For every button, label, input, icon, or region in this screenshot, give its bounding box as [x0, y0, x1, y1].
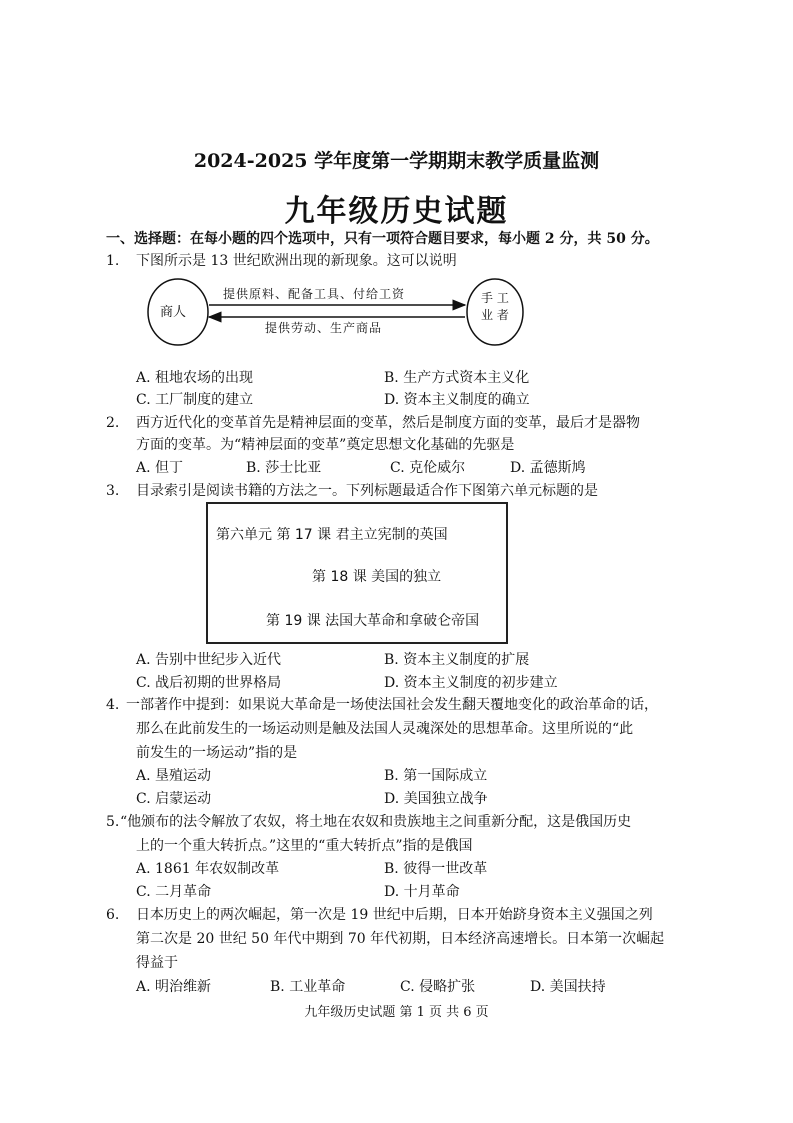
table-of-contents-box	[206, 502, 508, 644]
merchant-label: 商人	[160, 305, 187, 320]
arrow-right-label: 提供原料、配备工具、付给工资	[223, 287, 406, 301]
question-number: 4.	[106, 697, 120, 713]
question-stem-line-1: “他颁布的法令解放了农奴，将土地在农奴和贵族地主之间重新分配，这是俄国历史	[120, 814, 632, 830]
question-stem-line-1: 日本历史上的两次崛起，第一次是 19 世纪中后期，日本开始跻身资本主义强国之列	[136, 907, 653, 923]
page-footer: 九年级历史试题 第 1 页 共 6 页	[304, 1005, 489, 1020]
option-a: A. 明治维新	[136, 979, 212, 995]
question-number: 3.	[106, 483, 120, 499]
question-stem-line-1: 西方近代化的变革首先是精神层面的变革，然后是制度方面的变革，最后才是器物	[136, 415, 640, 431]
option-b: B. 工业革命	[270, 979, 346, 995]
option-c: C. 战后初期的世界格局	[136, 675, 282, 691]
option-c: C. 克伦威尔	[390, 460, 466, 476]
option-a: A. 告别中世纪步入近代	[136, 652, 282, 668]
question-stem: 下图所示是 13 世纪欧洲出现的新现象。这可以说明	[136, 253, 457, 269]
subject-title: 九年级历史试题	[284, 194, 509, 229]
option-b: B. 第一国际成立	[384, 768, 488, 784]
question-stem: 目录索引是阅读书籍的方法之一。下列标题最适合作下图第六单元标题的是	[136, 483, 598, 499]
question-stem-line-2: 方面的变革。为“精神层面的变革”奠定思想文化基础的先驱是	[136, 437, 515, 453]
option-c: C. 工厂制度的建立	[136, 392, 254, 408]
option-d: D. 十月革命	[384, 884, 460, 900]
question-stem-line-2: 第二次是 20 世纪 50 年代中期到 70 年代初期，日本经济高速增长。日本第一次崛起	[136, 931, 665, 947]
option-d: D. 孟德斯鸠	[510, 460, 586, 476]
option-a: A. 垦殖运动	[136, 768, 212, 784]
exam-title: 2024-2025 学年度第一学期期末教学质量监测	[193, 150, 600, 172]
arrow-left-label: 提供劳动、生产商品	[265, 321, 383, 335]
question-stem-line-3: 前发生的一场运动”指的是	[136, 745, 298, 761]
question-number: 2.	[106, 415, 120, 431]
option-d: D. 资本主义制度的初步建立	[384, 675, 558, 691]
option-b: B. 彼得一世改革	[384, 861, 488, 877]
option-d: D. 美国扶持	[530, 979, 606, 995]
option-d: D. 资本主义制度的确立	[384, 392, 530, 408]
option-c: C. 二月革命	[136, 884, 212, 900]
option-a: A. 但丁	[136, 460, 184, 476]
question-number: 6.	[106, 907, 120, 923]
toc-line-1: 第六单元 第 17 课 君主立宪制的英国	[216, 527, 448, 543]
section-heading: 一、选择题：在每小题的四个选项中，只有一项符合题目要求，每小题 2 分，共 50 分。	[106, 231, 659, 247]
option-c: C. 侵略扩张	[400, 979, 476, 995]
option-c: C. 启蒙运动	[136, 791, 212, 807]
artisan-label-2: 业 者	[481, 308, 509, 322]
toc-line-3: 第 19 课 法国大革命和拿破仑帝国	[266, 613, 480, 629]
toc-line-2: 第 18 课 美国的独立	[312, 569, 442, 585]
question-number: 1.	[106, 253, 120, 269]
option-b: B. 生产方式资本主义化	[384, 370, 530, 386]
question-stem-line-2: 那么在此前发生的一场运动则是触及法国人灵魂深处的思想革命。这里所说的“此	[136, 721, 634, 737]
option-b: B. 莎士比亚	[246, 460, 322, 476]
question-stem-line-3: 得益于	[136, 955, 178, 971]
option-a: A. 1861 年农奴制改革	[136, 861, 280, 877]
question-stem-line-1: 一部著作中提到：如果说大革命是一场使法国社会发生翻天覆地变化的政治革命的话，	[126, 697, 658, 713]
option-b: B. 资本主义制度的扩展	[384, 652, 530, 668]
option-a: A. 租地农场的出现	[136, 370, 254, 386]
option-d: D. 美国独立战争	[384, 791, 488, 807]
question-number: 5.	[106, 814, 120, 830]
question-stem-line-2: 上的一个重大转折点。”这里的“重大转折点”指的是俄国	[136, 838, 473, 854]
artisan-label-1: 手 工	[481, 291, 509, 305]
merchant-artisan-diagram	[145, 276, 525, 356]
